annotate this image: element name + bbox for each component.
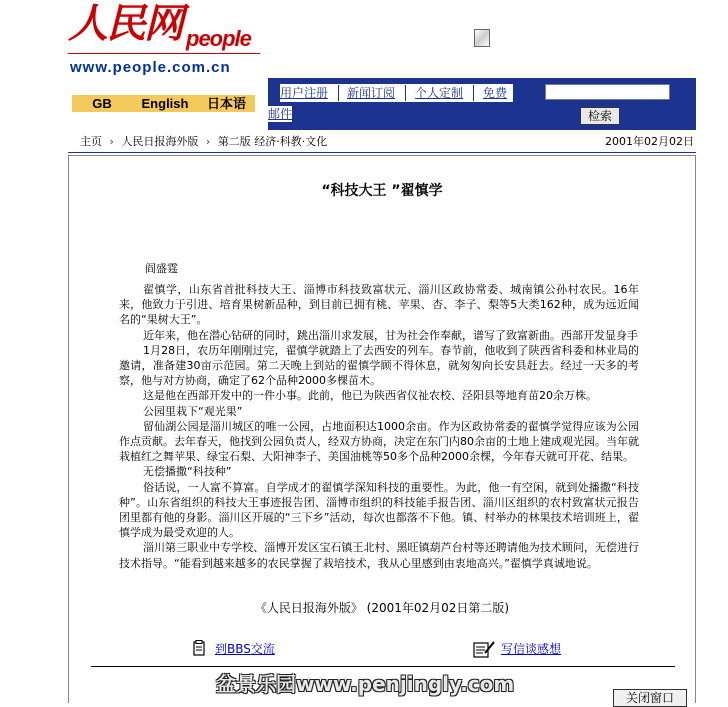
language-japanese-link[interactable]: 日本语 [206, 96, 246, 111]
language-gb-link[interactable]: GB [92, 96, 112, 111]
article-paragraph: 1月28日，农历年刚刚过完，翟慎学就踏上了去西安的列车。春节前，他收到了陕西省科委和林业局的邀请，准备建30亩示范园。第二天晚上到站的翟慎学顾不得休息，就匆匆向长安县赶去。经过一天多的考察，他与对方协商，确定了62个品种2000多棵苗木。 [119, 343, 639, 388]
footer-divider [91, 666, 675, 667]
search-input[interactable] [545, 84, 670, 100]
letter-icon[interactable] [473, 640, 495, 658]
logo-underline [68, 53, 260, 54]
breadcrumb-page-link[interactable]: 第二版 经济·科教·文化 [217, 135, 328, 148]
nav-divider [473, 85, 474, 101]
logo-url: www.people.com.cn [70, 59, 231, 76]
breadcrumb-divider [68, 152, 696, 153]
nav-customize-link[interactable]: 个人定制 [415, 86, 464, 100]
article-paragraph: 近年来，他在潜心钻研的同时，跳出淄川求发展，甘为社会作奉献，谱写了致富新曲。西部开发显身手 [143, 328, 638, 342]
nav-mail-row [268, 106, 292, 122]
breadcrumb-date: 2001年02月02日 [605, 135, 694, 148]
breadcrumb [68, 132, 696, 152]
nav-mail-link[interactable]: 邮件 [268, 107, 293, 121]
nav-divider [405, 85, 406, 101]
article-source: 《人民日报海外版》 (2001年02月02日第二版) [254, 601, 510, 615]
chevron-right-icon: › [205, 135, 211, 148]
search-button[interactable]: 检索 [580, 107, 620, 125]
logo-chinese-text: 人民网 [68, 0, 182, 47]
nav-register-link[interactable]: 用户注册 [280, 86, 329, 100]
bbs-link[interactable]: 到BBS交流 [215, 642, 275, 656]
site-watermark: 盆景乐园www.penjingly.com [216, 672, 515, 696]
breadcrumb-home-link[interactable]: 主页 [80, 135, 102, 148]
letter-feedback-link[interactable]: 写信谈感想 [501, 642, 562, 656]
bbs-icon[interactable] [193, 640, 205, 656]
language-bar [72, 95, 255, 112]
article-title: “科技大王 ”翟慎学 [321, 183, 443, 199]
chevron-right-icon: › [109, 135, 114, 148]
article-subheading: 无偿播撒“科技种” [143, 465, 232, 479]
article-author: 阎盛霆 [145, 262, 178, 275]
article-body [119, 282, 639, 571]
nav-free-link[interactable]: 免费 [483, 86, 508, 100]
article-paragraph: 留仙湖公园是淄川城区的唯一公园，占地面积达1000余亩。作为区政协常委的翟慎学觉得应该为公园作点贡献。去年春天，他找到公园负责人，经双方协商，决定在东门内80余亩的土地上建成观光园。当年就栽植红之舞苹果、绿宝石梨、大阳神李子、美国油桃等50多个品种2000余棵，今年春天就可开花、结果。 [119, 419, 639, 464]
breadcrumb-section-link[interactable]: 人民日报海外版 [121, 135, 199, 148]
article-container [68, 155, 696, 703]
nav-divider [338, 85, 339, 101]
language-english-link[interactable]: English [141, 96, 189, 111]
broken-image-icon [474, 29, 490, 47]
article-paragraph: 这是他在西部开发中的一件小事。此前，他已为陕西省仪祉农校、泾阳县等地育苗20余万株。 [143, 389, 597, 403]
article-paragraph: 翟慎学，山东省首批科技大王、淄博市科技致富状元、淄川区政协常委、城南镇公孙村农民。16年来，他致力于引进、培育果树新品种，到目前已拥有桃、苹果、杏、李子、梨等5大类162种，成为远近闻名的“果树大王”。 [119, 283, 639, 327]
close-window-button[interactable]: 关闭窗口 [613, 689, 687, 707]
nav-subscribe-link[interactable]: 新闻订阅 [347, 86, 396, 100]
article-paragraph: 淄川第三职业中专学校、淄博开发区宝石镇王北村、黑旺镇葫芦台村等还聘请他为技术顾问，无偿进行技术指导。“能看到越来越多的农民掌握了栽培技术，我从心里感到由衷地高兴。”翟慎学真诚地说。 [119, 541, 639, 570]
logo-english-text: people [186, 26, 251, 51]
article-paragraph: 俗话说，一人富不算富。自学成才的翟慎学深知科技的重要性。为此，他一有空闲，就到处播撒“科技种”。山东省组织的科技大王事迹报告团、淄博市组织的科技能手报告团、淄川区组织的农村致富状元报告团里都有他的身影。淄川区开展的“三下乡”活动，每次也都落不下他。镇、村举办的林果技术培训班上，翟慎学成为最受欢迎的人。 [119, 480, 639, 540]
nav-links-row [280, 84, 513, 102]
people-daily-logo[interactable] [68, 0, 260, 82]
article-subheading: 公园里栽下“观光果” [143, 404, 243, 418]
